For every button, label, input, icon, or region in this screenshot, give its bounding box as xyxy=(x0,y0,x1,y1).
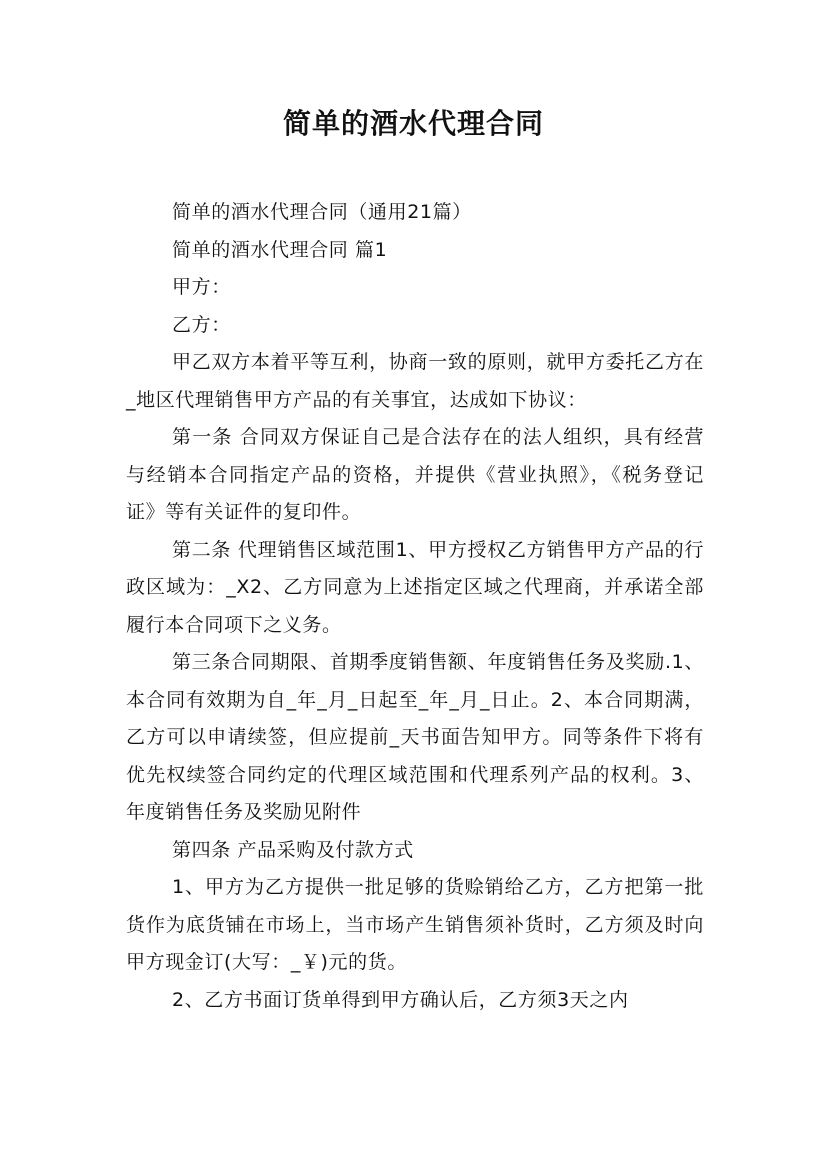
paragraph-party-a: 甲方： xyxy=(172,276,231,298)
paragraph-article-4-item-1: 1、甲方为乙方提供一批足够的货赊销给乙方，乙方把第一批货作为底货铺在市场上，当市场产生销售须补货时，乙方须及时向甲方现金订(大写：_￥)元的货。 xyxy=(126,876,704,973)
paragraph-party-b: 乙方： xyxy=(172,313,231,336)
paragraph-article-3: 第三条合同期限、首期季度销售额、年度销售任务及奖励.1、本合同有效期为自_年_月_日起至_年_月_日止。2、本合同期满，乙方可以申请续签，但应提前_天书面告知甲方。同等条件下将有优先权续签合同约定的代理区域范围和代理系列产品的权利。3、年度销售任务及奖励见附件 xyxy=(126,651,704,823)
paragraph-preamble: 甲乙双方本着平等互利，协商一致的原则，就甲方委托乙方在_地区代理销售甲方产品的有关事宜，达成如下协议： xyxy=(126,351,704,411)
paragraph-article-4: 第四条 产品采购及付款方式 xyxy=(172,838,414,861)
paragraph-section-heading: 简单的酒水代理合同 篇1 xyxy=(172,238,388,261)
paragraph-article-4-item-2: 2、乙方书面订货单得到甲方确认后，乙方须3天之内 xyxy=(172,988,629,1011)
paragraph-article-1: 第一条 合同双方保证自己是合法存在的法人组织，具有经营与经销本合同指定产品的资格，并提供《营业执照》，《税务登记证》等有关证件的复印件。 xyxy=(126,426,704,523)
paragraph-subtitle: 简单的酒水代理合同（通用21篇） xyxy=(172,201,472,223)
document-title: 简单的酒水代理合同 xyxy=(282,107,544,140)
paragraph-article-2: 第二条 代理销售区域范围1、甲方授权乙方销售甲方产品的行政区域为：_X2、乙方同意为上述指定区域之代理商，并承诺全部履行本合同项下之义务。 xyxy=(126,538,704,636)
document-body xyxy=(126,194,704,1019)
